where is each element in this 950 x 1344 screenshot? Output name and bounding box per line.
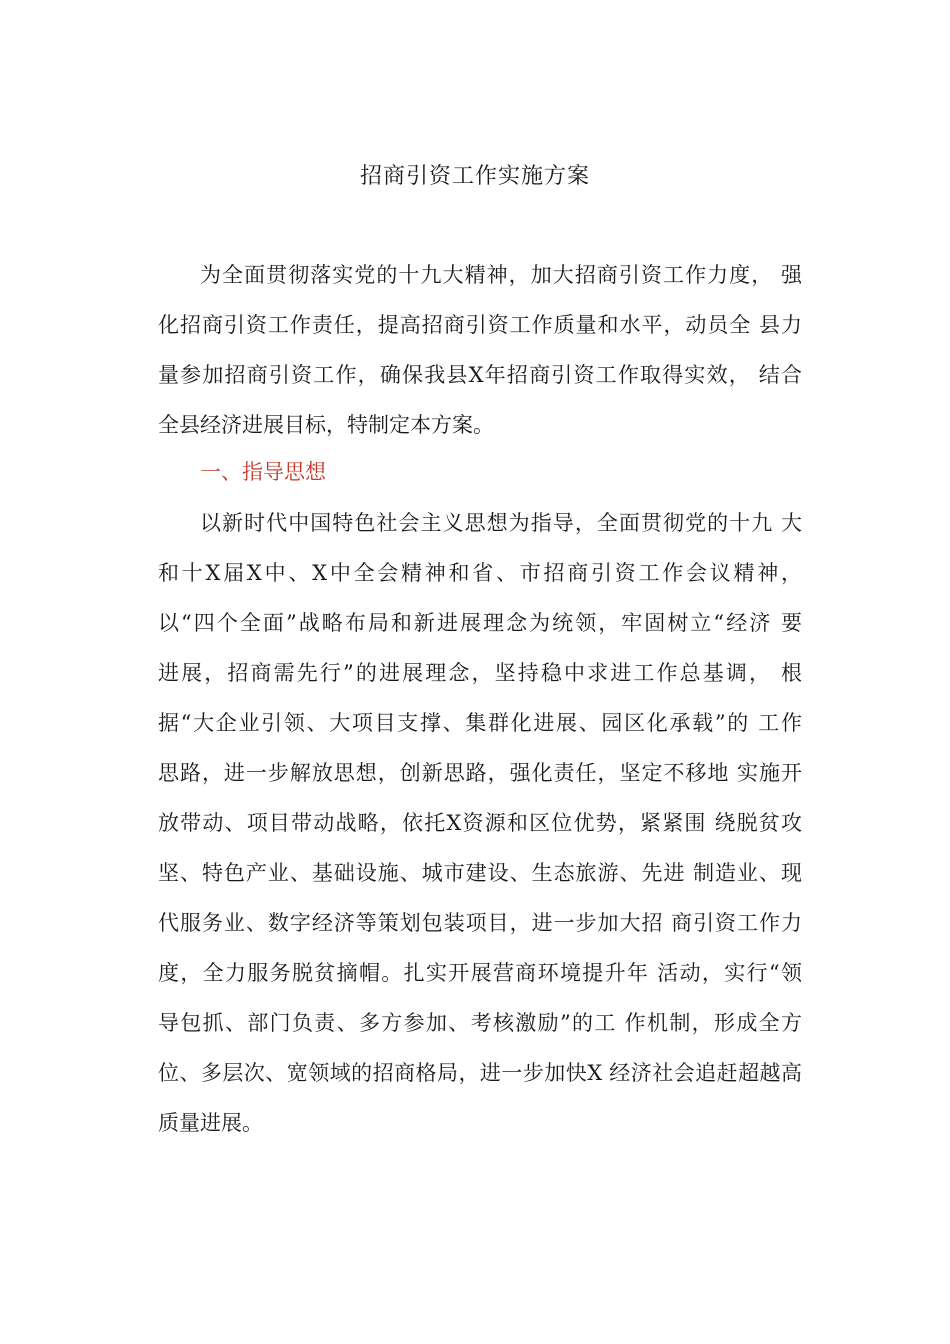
intro-line: 为全面贯彻落实党的十九大精神，加大招商引资工作力度， 强 [200,263,802,287]
body-line: 以新时代中国特色社会主义思想为指导，全面贯彻党的十九 大 [200,511,802,535]
body-line: 位、多层次、宽领域的招商格局，进一步加快X 经济社会追赶超越高 [158,1061,802,1085]
body-line: 度，全力服务脱贫摘帽。扎实开展营商环境提升年 活动，实行“领 [158,961,802,985]
body-line: 进展，招商需先行”的进展理念，坚持稳中求进工作总基调， 根 [158,661,802,685]
body-line: 以“四个全面”战略布局和新进展理念为统领，牢固树立“经济 要 [158,611,802,635]
section1-paragraph [158,498,802,1148]
body-line: 质量进展。 [158,1111,263,1135]
intro-line: 化招商引资工作责任，提高招商引资工作质量和水平，动员全 县力 [158,313,802,337]
body-line: 思路，进一步解放思想，创新思路，强化责任，坚定不移地 实施开 [158,761,802,785]
section-heading-guiding-ideology: 一、指导思想 [200,460,326,484]
body-line: 和十X届X中、X中全会精神和省、市招商引资工作会议精神， [158,561,802,585]
body-line: 导包抓、部门负责、多方参加、考核激励”的工 作机制，形成全方 [158,1011,802,1035]
intro-line: 全县经济进展目标，特制定本方案。 [158,413,494,437]
intro-line: 量参加招商引资工作，确保我县X年招商引资工作取得实效， 结合 [158,363,802,387]
body-line: 放带动、项目带动战略，依托X资源和区位优势，紧紧围 绕脱贫攻 [158,811,802,835]
body-line: 坚、特色产业、基础设施、城市建设、生态旅游、先进 制造业、现 [158,861,802,885]
document-title: 招商引资工作实施方案 [359,164,590,189]
body-line: 代服务业、数字经济等策划包装项目，进一步加大招 商引资工作力 [158,911,802,935]
intro-paragraph [158,250,802,450]
body-line: 据“大企业引领、大项目支撑、集群化进展、园区化承载”的 工作 [158,711,802,735]
